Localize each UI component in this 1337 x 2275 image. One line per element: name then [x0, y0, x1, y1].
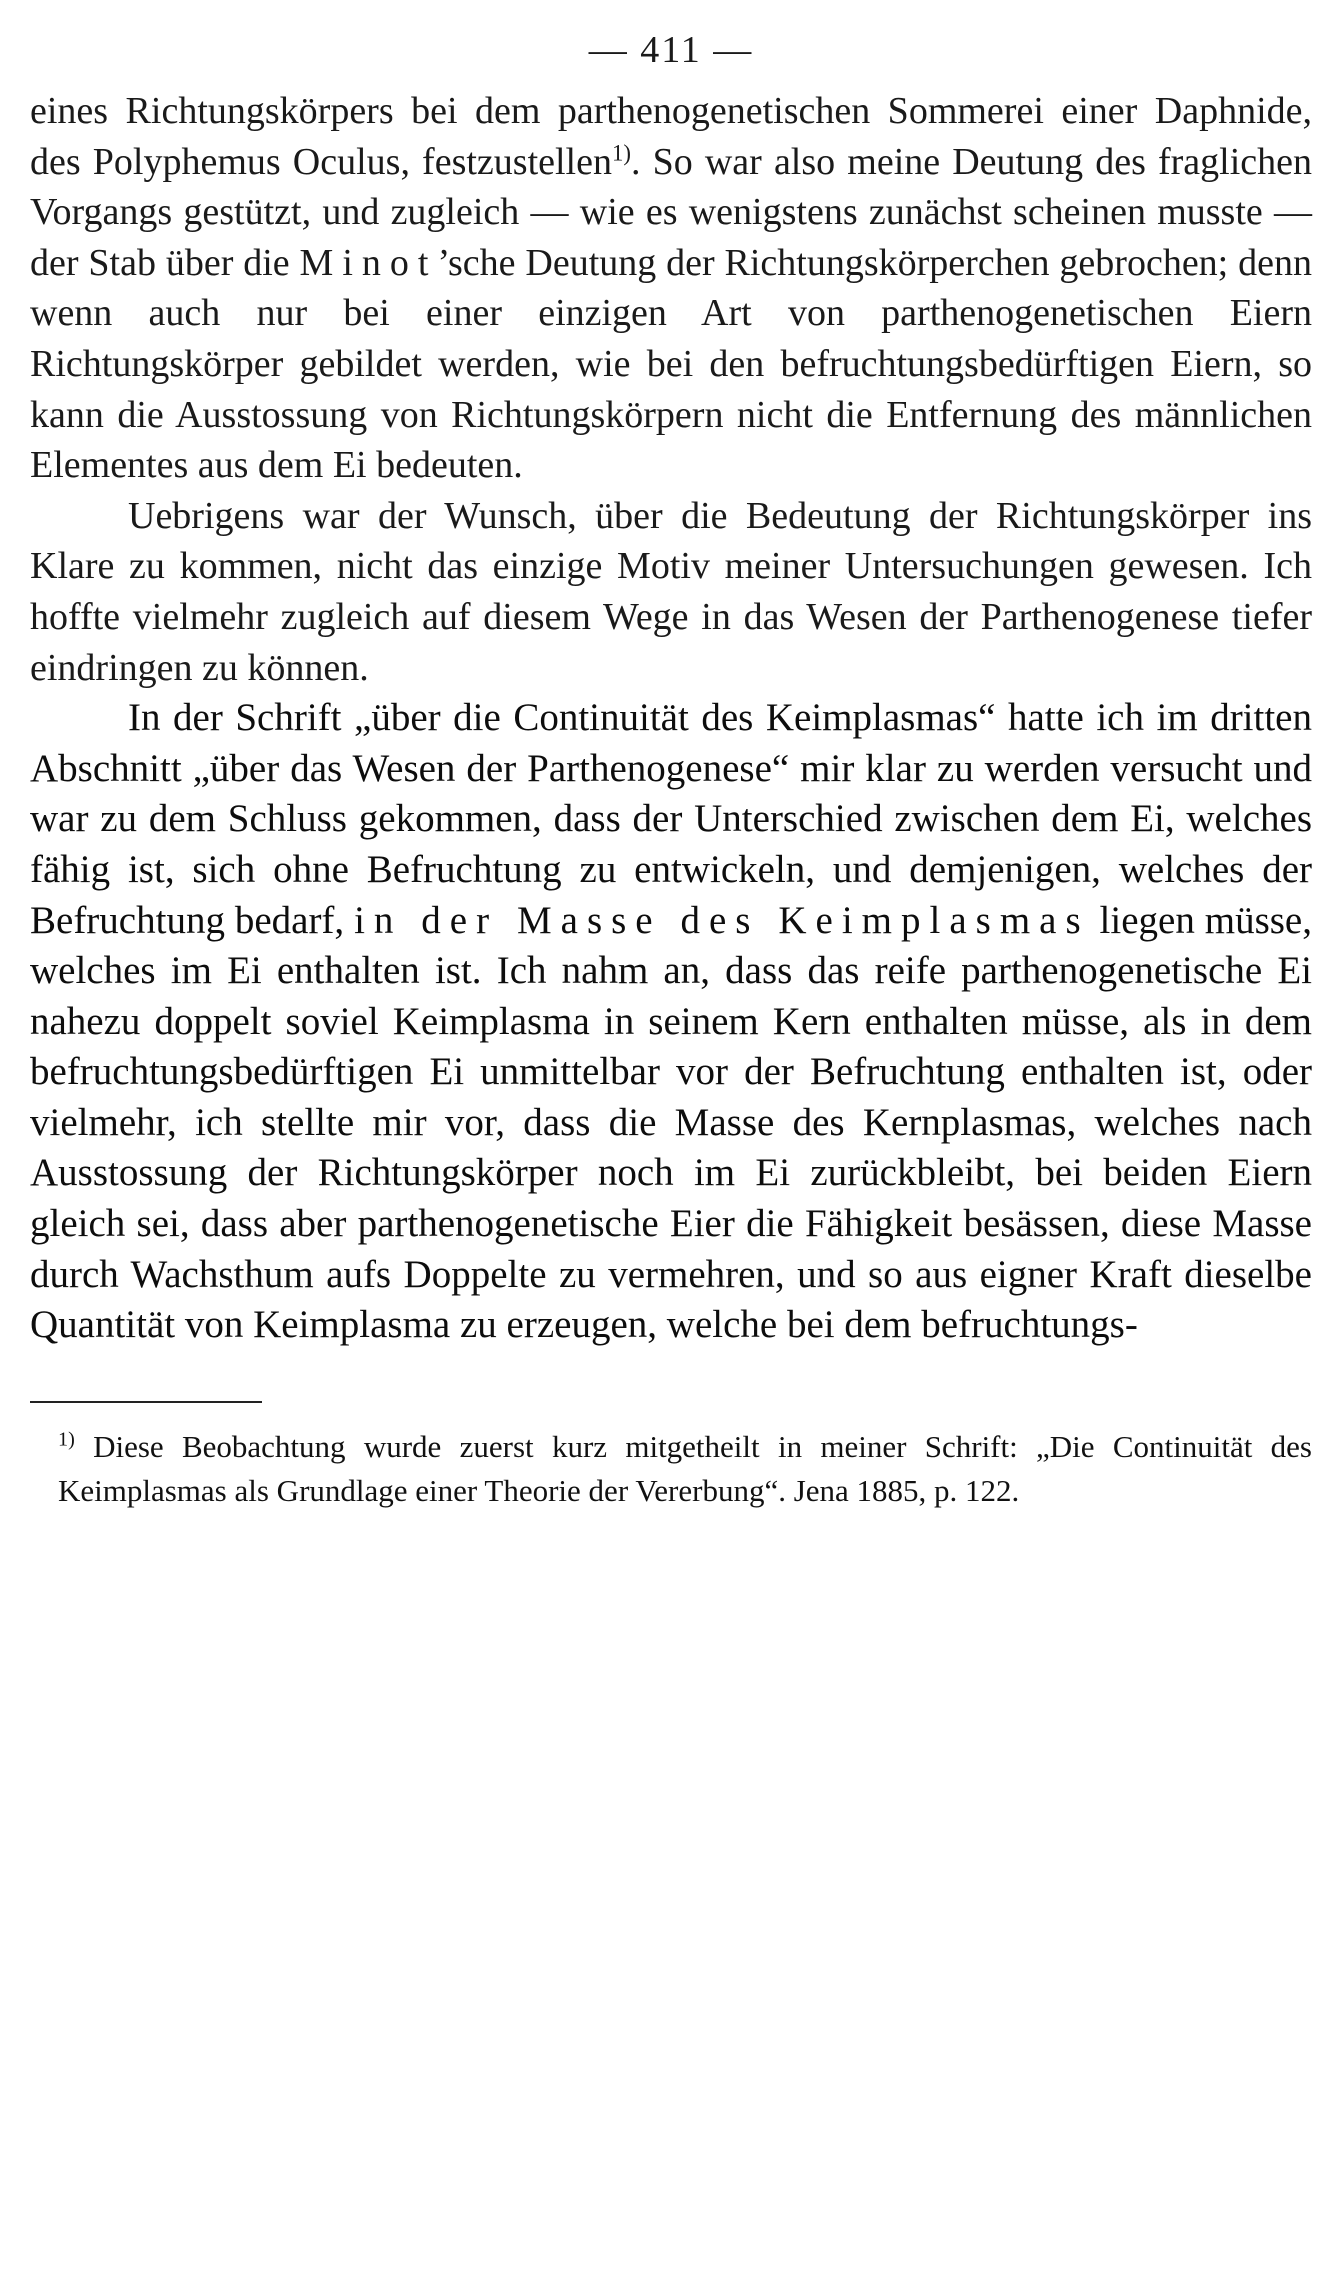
paragraph-1-text-a: eines Richtungskörpers bei dem parthenogenetischen Sommerei einer Daphnide, des Polyphemus Oculus, festzustellen — [30, 90, 1312, 183]
paragraph-1 — [30, 86, 1312, 491]
paragraph-1-text-c: ’sche Deutung der Richtungskörperchen gebrochen; denn wenn auch nur bei einer einzigen Art von parthenogenetischen Eiern Richtungskörper gebildet werden, wie bei den befruchtungsbedürftigen Eiern, so kann die Ausstossung von Richtungskörpern nicht die Entfernung des männlichen Elementes aus dem Ei bedeuten. — [30, 241, 1312, 487]
paragraph-3-text-b: liegen müsse, welches im Ei enthalten ist. Ich nahm an, dass das reife parthenogenetische Ei nahezu doppelt soviel Keimplasma in seinem Kern enthalten müsse, als in dem befruchtungsbedürftigen Ei unmittelbar vor der Befruchtung enthalten ist, oder vielmehr, ich stellte mir vor, dass die Masse des Kernplasmas, welches nach Ausstossung der Richtungskörper noch im Ei zurückbleibt, bei beiden Eiern gleich sei, dass aber parthenogenetische Eier die Fähigkeit besässen, diese Masse durch Wachsthum aufs Doppelte zu vermehren, und so aus eigner Kraft dieselbe Quantität von Keimplasma zu erzeugen, welche bei dem befruchtungs- — [30, 898, 1312, 1347]
document-page — [30, 0, 1312, 1513]
footnotes — [30, 1425, 1312, 1513]
emphasis-spaced-text: in der Masse des Keimplasmas — [354, 898, 1090, 942]
paragraph-1-text-b: . So war also meine Deutung des fraglichen Vorgangs gestützt, und zugleich — wie es wenigstens zunächst scheinen musste — der Stab über die — [30, 140, 1313, 284]
paragraph-2: Uebrigens war der Wunsch, über die Bedeutung der Richtungskörper ins Klare zu kommen, nicht das einzige Motiv meiner Untersuchungen gewesen. Ich hoffte vielmehr zugleich auf diesem Wege in das Wesen der Parthenogenese tiefer eindringen zu können. — [30, 494, 1312, 689]
paragraph-3 — [30, 693, 1312, 1351]
main-text — [30, 86, 1312, 1351]
paragraph-3-block — [30, 693, 1312, 1351]
paragraph-3-text-a: In der Schrift „über die Continuität des Keimplasmas“ hatte ich im dritten Abschnitt „über das Wesen der Parthenogenese“ mir klar zu werden versucht und war zu dem Schluss gekommen, dass der Unterschied zwischen dem Ei, welches fähig ist, sich ohne Befruchtung zu entwickeln, und demjenigen, welches der Befruchtung bedarf, — [30, 696, 1312, 942]
page-number: — 411 — — [588, 29, 754, 71]
footnote-marker: 1) — [58, 1428, 75, 1451]
footnote-divider — [30, 1401, 262, 1403]
footnote-text: Diese Beobachtung wurde zuerst kurz mitgetheilt in meiner Schrift: „Die Continuität des Keimplasmas als Grundlage einer Theorie der Vererbung“. Jena 1885, p. 122. — [58, 1428, 1312, 1508]
footnote-reference: 1) — [612, 139, 631, 165]
footnote-1 — [30, 1425, 1312, 1513]
author-name-minot: Minot — [299, 241, 438, 284]
